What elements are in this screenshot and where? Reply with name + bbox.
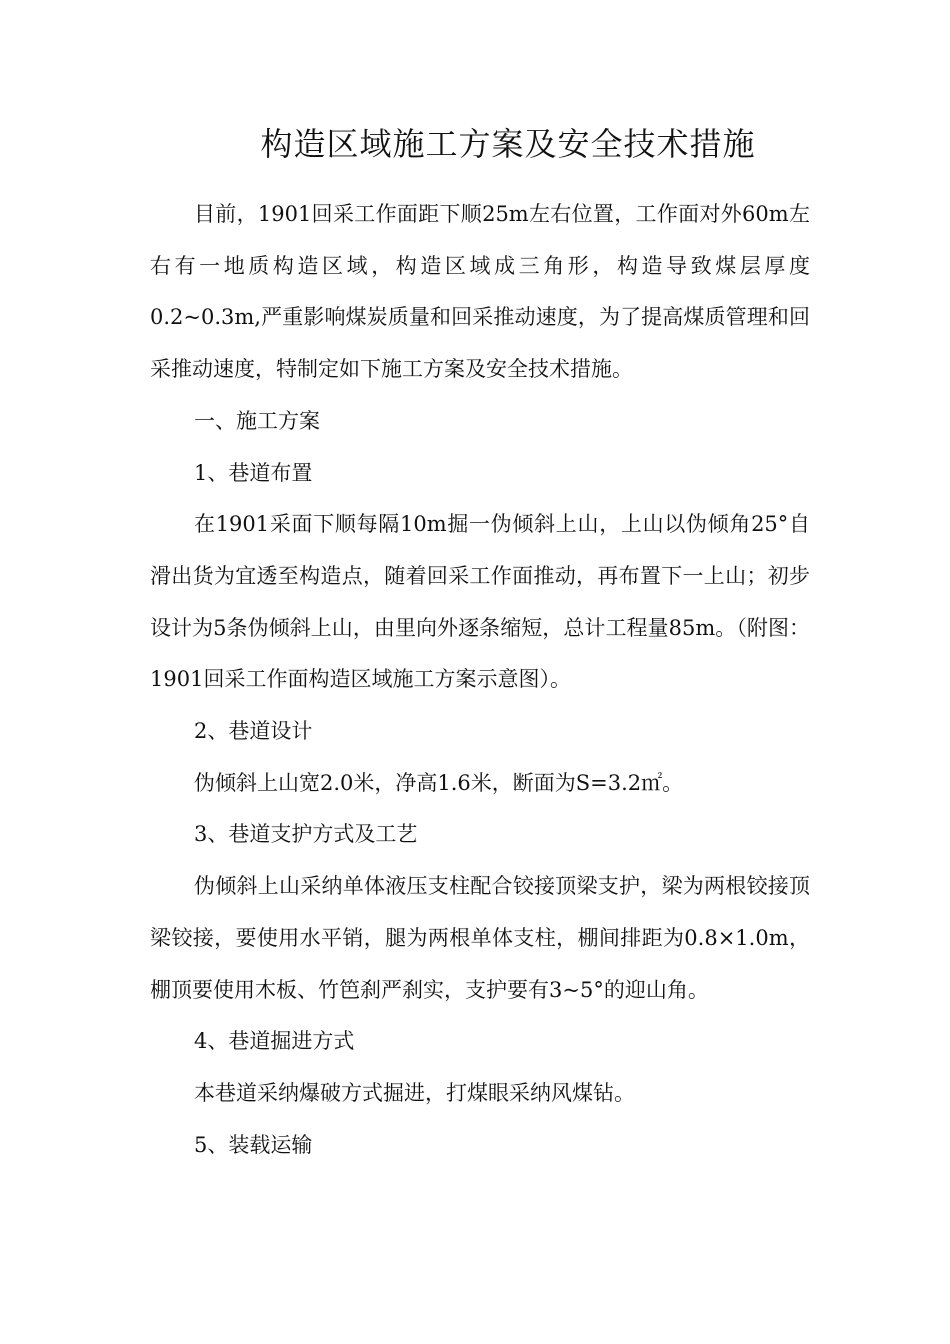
subheading-roadway-design: 2、巷道设计: [194, 719, 313, 744]
section-heading-construction-plan: 一、施工方案: [194, 408, 320, 433]
subheading-support-method: 3、巷道支护方式及工艺: [194, 822, 418, 847]
paragraph-intro: 目前，1901回采工作面距下顺25m左右位置，工作面对外60m左右有一地质构造区域，构造区域成三角形，构造导致煤层厚度0.2~0.3m,严重影响煤炭质量和回采推动速度，为了提高煤质管理和回采推动速度，特制定如下施工方案及安全技术措施。: [150, 202, 810, 382]
paragraph-support-method: 伪倾斜上山采纳单体液压支柱配合铰接顶梁支护，梁为两根铰接顶梁铰接，要使用水平销，腿为两根单体支柱，棚间排距为0.8×1.0m，棚顶要使用木板、竹笆刹严刹实，支护要有3~5°的迎山角。: [150, 874, 810, 1002]
subheading-loading-transport: 5、装载运输: [194, 1132, 313, 1157]
paragraph-roadway-layout: 在1901采面下顺每隔10m掘一伪倾斜上山，上山以伪倾角25°自滑出货为宜透至构造点，随着回采工作面推动，再布置下一上山；初步设计为5条伪倾斜上山，由里向外逐条缩短，总计工程量85m。（附图：1901回采工作面构造区域施工方案示意图）。: [150, 512, 810, 692]
subheading-excavation-method: 4、巷道掘进方式: [194, 1029, 355, 1054]
document-body: [150, 189, 810, 1171]
document-title: 构造区域施工方案及安全技术措施: [260, 125, 756, 163]
subheading-roadway-layout: 1、巷道布置: [194, 460, 313, 485]
paragraph-roadway-design: 伪倾斜上山宽2.0米，净高1.6米，断面为S=3.2㎡。: [194, 770, 684, 795]
paragraph-excavation-method: 本巷道采纳爆破方式掘进，打煤眼采纳风煤钻。: [194, 1080, 635, 1105]
